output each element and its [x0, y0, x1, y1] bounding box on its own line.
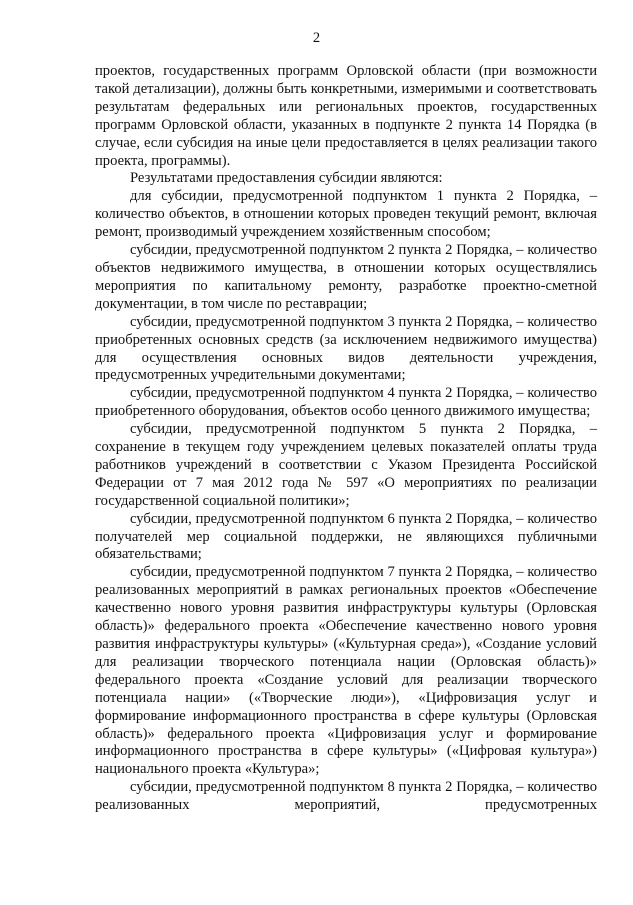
paragraph-continuation: проектов, государственных программ Орловской области (при возможности такой детализации), должны быть конкретными, измеримыми и соответствовать результатам федеральных или региональных проектов, государственных программ Орловской области, указанных в подпункте 2 пункта 14 Порядка (в случае, если субсидия на иные цели предоставляется в целях реализации такого проекта, программы). [95, 63, 597, 169]
paragraph-subsidy-7: субсидии, предусмотренной подпунктом 7 пункта 2 Порядка, – количество реализованных мероприятий в рамках региональных проектов «Обеспечение качественно нового уровня развития инфраструктуры культуры (Орловская область)» федерального проекта «Обеспечение качественно нового уровня развития инфраструктуры культуры» («Культурная среда»), «Создание условий для реализации творческого потенциала нации (Орловская область)» федерального проекта «Создание условий для реализации творческого потенциала нации» («Творческие люди»), «Цифровизация услуг и формирование информационного пространства в сфере культуры (Орловская область)» федерального проекта «Цифровизация услуг и формирование информационного пространства в сфере культуры» («Цифровая культура») национального проекта «Культура»; [95, 564, 597, 778]
paragraph-results-intro: Результатами предоставления субсидии являются: [130, 170, 443, 187]
document-body [95, 63, 597, 815]
page-number: 2 [312, 30, 321, 46]
paragraph-subsidy-6: субсидии, предусмотренной подпунктом 6 пункта 2 Порядка, – количество получателей мер социальной поддержки, не являющихся публичными обязательствами; [95, 510, 597, 563]
paragraph-subsidy-1: для субсидии, предусмотренной подпунктом 1 пункта 2 Порядка, – количество объектов, в отношении которых проведен текущий ремонт, включая ремонт, производимый учреждением хозяйственным способом; [95, 188, 597, 241]
paragraph-subsidy-4: субсидии, предусмотренной подпунктом 4 пункта 2 Порядка, – количество приобретенного оборудования, объектов особо ценного движимого имущества; [95, 385, 597, 420]
paragraph-subsidy-5: субсидии, предусмотренной подпунктом 5 пункта 2 Порядка, – сохранение в текущем году учреждением целевых показателей оплаты труда работников учреждений в соответствии с Указом Президента Российской Федерации от 7 мая 2012 года № 597 «О мероприятиях по реализации государственной социальной политики»; [95, 421, 597, 509]
paragraph-subsidy-8: субсидии, предусмотренной подпунктом 8 пункта 2 Порядка, – количество реализованных мероприятий, предусмотренных [95, 779, 597, 814]
paragraph-subsidy-2: субсидии, предусмотренной подпунктом 2 пункта 2 Порядка, – количество объектов недвижимого имущества, в отношении которых осуществлялись мероприятия по капитальному ремонту, разработке проектно-сметной документации, в том числе по реставрации; [95, 242, 597, 312]
paragraph-subsidy-3: субсидии, предусмотренной подпунктом 3 пункта 2 Порядка, – количество приобретенных основных средств (за исключением недвижимого имущества) для осуществления основных видов деятельности учреждения, предусмотренных учредительными документами; [95, 313, 597, 384]
